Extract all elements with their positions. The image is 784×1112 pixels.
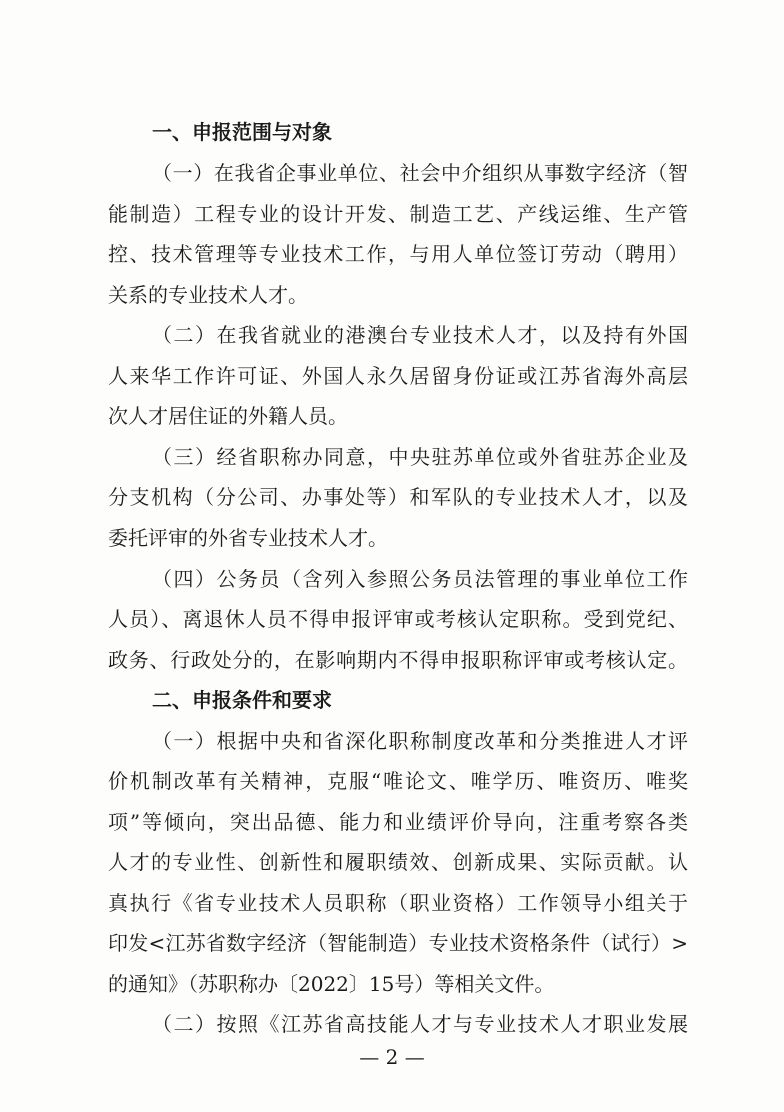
paragraph-line: 关系的专业技术人才。 <box>108 283 308 307</box>
paragraph-line: 印发<江苏省数字经济（智能制造）专业技术资格条件（试行）> <box>108 931 688 955</box>
paragraph-line: 次人才居住证的外籍人员。 <box>108 404 348 428</box>
paragraph-line: 的通知》（苏职称办〔2022〕15号）等相关文件。 <box>108 972 555 996</box>
paragraph-line: 项”等倾向，突出品德、能力和业绩评价导向，注重考察各类 <box>108 810 688 834</box>
paragraph-line: （二）在我省就业的港澳台专业技术人才，以及持有外国 <box>152 323 688 347</box>
paragraph-line: 政务、行政处分的，在影响期内不得申报职称评审或考核认定。 <box>108 648 688 672</box>
paragraph-line: 人才的专业性、创新性和履职绩效、创新成果、实际贡献。认 <box>108 850 688 874</box>
paragraph-line: （三）经省职称办同意，中央驻苏单位或外省驻苏企业及 <box>152 445 688 469</box>
paragraph-line: （一）在我省企事业单位、社会中介组织从事数字经济（智 <box>152 161 688 185</box>
paragraph-line: 人来华工作许可证、外国人永久居留身份证或江苏省海外高层 <box>108 364 688 388</box>
paragraph-line: 价机制改革有关精神，克服“唯论文、唯学历、唯资历、唯奖 <box>108 769 688 793</box>
paragraph-line: （一）根据中央和省深化职称制度改革和分类推进人才评 <box>152 729 688 753</box>
paragraph-line: 人员）、离退休人员不得申报评审或考核认定职称。受到党纪、 <box>108 607 688 631</box>
paragraph-line: 能制造）工程专业的设计开发、制造工艺、产线运维、生产管 <box>108 202 688 226</box>
paragraph-line: （二）按照《江苏省高技能人才与专业技术人才职业发展 <box>152 1012 688 1036</box>
paragraph-line: （四）公务员（含列入参照公务员法管理的事业单位工作 <box>152 567 688 591</box>
page-number: — 2 — <box>359 1045 425 1069</box>
section-heading-2: 二、申报条件和要求 <box>152 688 332 712</box>
paragraph-line: 分支机构（分公司、办事处等）和军队的专业技术人才，以及 <box>108 485 688 509</box>
paragraph-line: 真执行《省专业技术人员职称（职业资格）工作领导小组关于 <box>108 891 688 915</box>
section-heading-1: 一、申报范围与对象 <box>152 120 332 144</box>
paragraph-line: 控、技术管理等专业技术工作，与用人单位签订劳动（聘用） <box>108 242 688 266</box>
paragraph-line: 委托评审的外省专业技术人才。 <box>108 526 388 550</box>
